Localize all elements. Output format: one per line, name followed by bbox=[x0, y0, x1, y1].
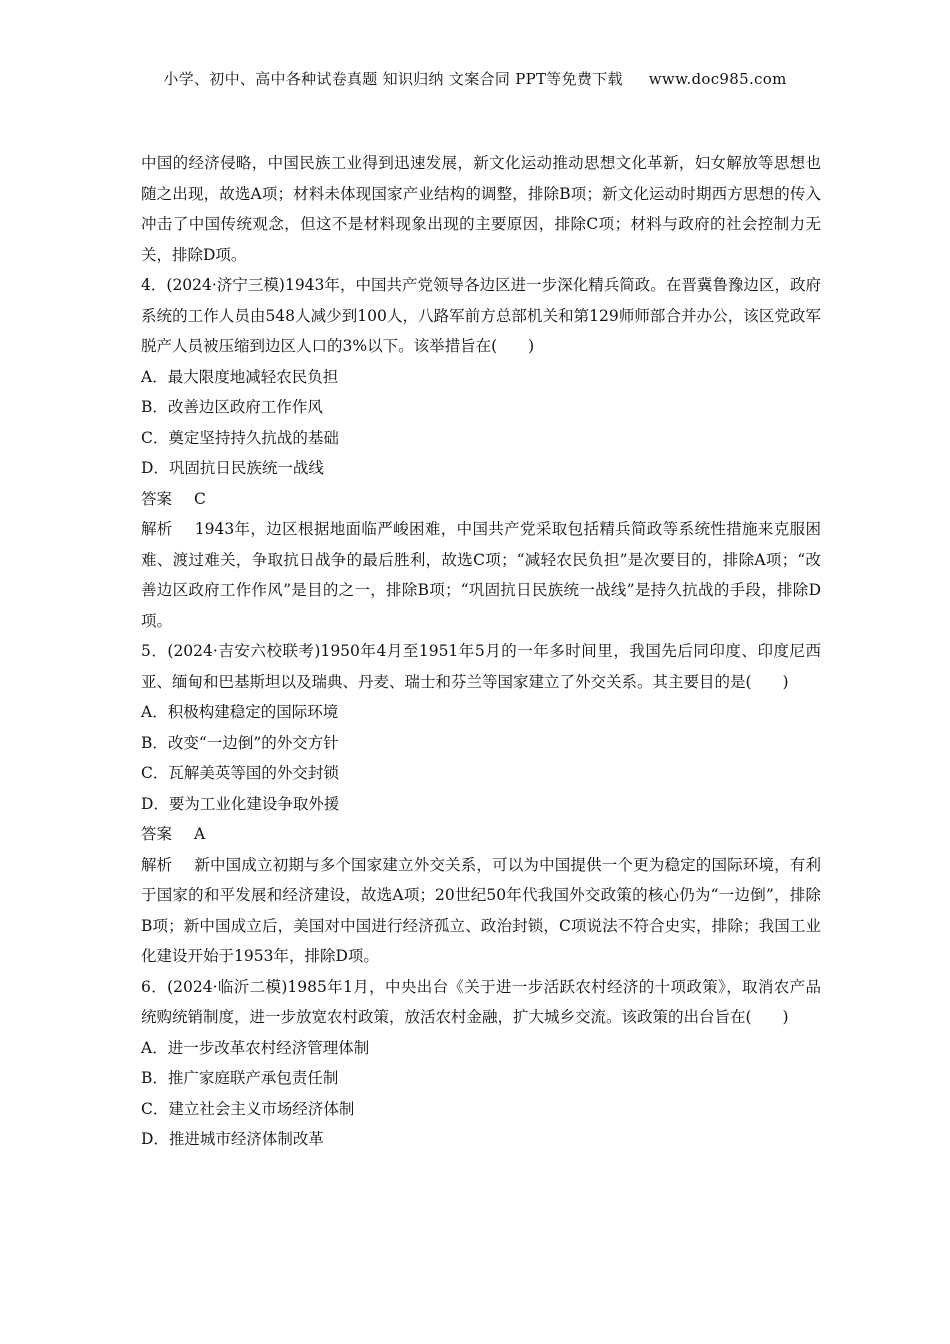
question-6-option-b: B．推广家庭联产承包责任制 bbox=[141, 1069, 339, 1087]
question-6-option-a: A．进一步改革农村经济管理体制 bbox=[141, 1038, 370, 1057]
question-6-stem: 6．(2024·临沂二模)1985年1月，中央出台《关于进一步活跃农村经济的十项政策》，取消农产品统购统销制度，进一步放宽农村政策，放活农村金融，扩大城乡交流。该政策的出台旨在( ) bbox=[141, 977, 821, 1026]
continuation-paragraph: 中国的经济侵略，中国民族工业得到迅速发展，新文化运动推动思想文化革新，妇女解放等思想也随之出现，故选A项；材料未体现国家产业结构的调整，排除B项；新文化运动时期西方思想的传入冲击了中国传统观念，但这不是材料现象出现的主要原因，排除C项；材料与政府的社会控制力无关，排除D项。 bbox=[141, 154, 821, 264]
question-5-answer bbox=[141, 819, 821, 850]
question-5-option-c: C．瓦解美英等国的外交封锁 bbox=[141, 764, 339, 782]
answer-label: 答案 bbox=[141, 489, 173, 508]
question-4-option-d: D．巩固抗日民族统一战线 bbox=[141, 459, 324, 477]
header-site: www.doc985.com bbox=[648, 70, 787, 88]
question-5-analysis bbox=[141, 850, 821, 972]
question-4-option-b: B．改善边区政府工作作风 bbox=[141, 398, 323, 416]
header-text: 小学、初中、高中各种试卷真题 知识归纳 文案合同 PPT等免费下载 bbox=[163, 70, 623, 88]
answer-value: C bbox=[194, 489, 206, 508]
analysis-text: 1943年，边区根据地面临严峻困难，中国共产党采取包括精兵简政等系统性措施来克服困难、渡过难关，争取抗日战争的最后胜利，故选C项；“减轻农民负担”是次要目的，排除A项；“改善边区政府工作作风”是目的之一，排除B项；“巩固抗日民族统一战线”是持久抗战的手段，排除D项。 bbox=[141, 520, 821, 630]
analysis-text: 新中国成立初期与多个国家建立外交关系，可以为中国提供一个更为稳定的国际环境，有利于国家的和平发展和经济建设，故选A项；20世纪50年代我国外交政策的核心仍为“一边倒”，排除B项；新中国成立后，美国对中国进行经济孤立、政治封锁，C项说法不符合史实，排除；我国工业化建设开始于1953年，排除D项。 bbox=[141, 855, 821, 965]
question-4-answer bbox=[141, 484, 821, 515]
analysis-label: 解析 bbox=[141, 855, 173, 874]
question-5-option-b: B．改变“一边倒”的外交方针 bbox=[141, 733, 339, 752]
question-5-option-d: D．要为工业化建设争取外援 bbox=[141, 794, 340, 813]
question-4-option-c: C．奠定坚持持久抗战的基础 bbox=[141, 428, 339, 447]
question-4-option-a: A．最大限度地减轻农民负担 bbox=[141, 367, 339, 386]
question-6-option-c: C．建立社会主义市场经济体制 bbox=[141, 1099, 355, 1118]
analysis-label: 解析 bbox=[141, 520, 173, 538]
answer-label: 答案 bbox=[141, 825, 173, 843]
question-5-option-a: A．积极构建稳定的国际环境 bbox=[141, 703, 339, 721]
page-header bbox=[0, 68, 950, 89]
question-4-stem: 4．(2024·济宁三模)1943年，中国共产党领导各边区进一步深化精兵简政。在晋冀鲁豫边区，政府系统的工作人员由548人减少到100人，八路军前方总部机关和第129师师部合并办公，该区党政军脱产人员被压缩到边区人口的3%以下。该举措旨在( ) bbox=[141, 276, 821, 355]
question-4-analysis bbox=[141, 514, 821, 636]
question-6-option-d: D．推进城市经济体制改革 bbox=[141, 1130, 324, 1148]
document-content bbox=[141, 148, 821, 1155]
answer-value: A bbox=[194, 825, 206, 843]
question-5-stem: 5．(2024·吉安六校联考)1950年4月至1951年5月的一年多时间里，我国先后同印度、印度尼西亚、缅甸和巴基斯坦以及瑞典、丹麦、瑞士和芬兰等国家建立了外交关系。其主要目的是( ) bbox=[141, 642, 821, 691]
